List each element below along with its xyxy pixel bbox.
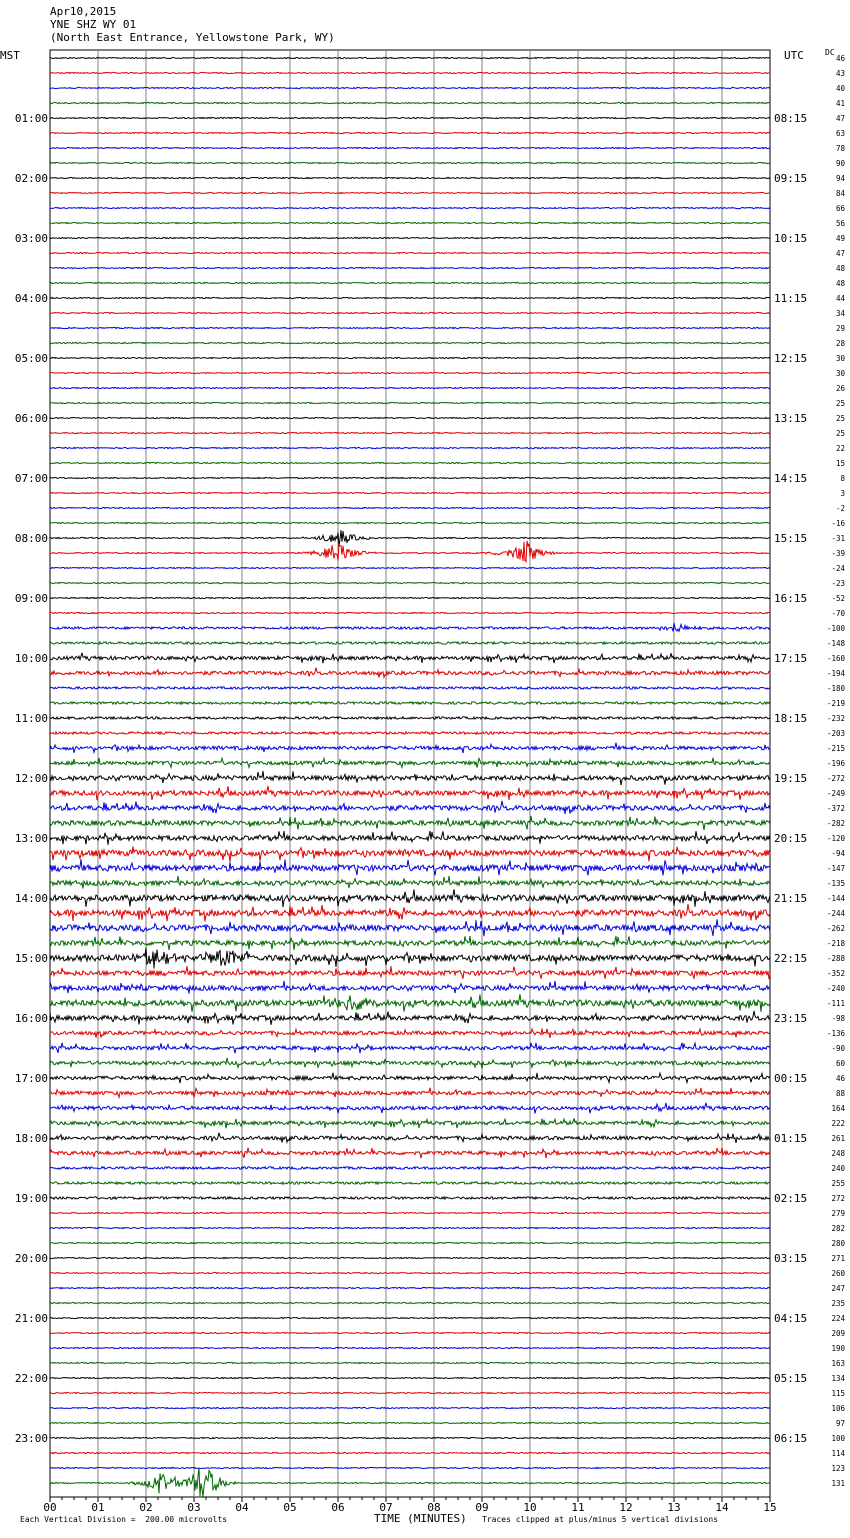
x-tick-label: 14 (715, 1501, 729, 1514)
utc-hour-label: 20:15 (774, 832, 808, 845)
mst-hour-label: 15:00 (14, 952, 48, 965)
dc-offset-label: -144 (826, 894, 845, 903)
dc-offset-label: 114 (831, 1449, 845, 1458)
mst-hour-label: 01:00 (14, 112, 48, 125)
x-tick-label: 03 (187, 1501, 201, 1514)
utc-hour-label: 15:15 (774, 532, 808, 545)
dc-offset-label: -94 (831, 849, 845, 858)
dc-offset-label: 209 (831, 1329, 845, 1338)
dc-offset-label: 25 (835, 414, 845, 423)
plot-frame (50, 50, 770, 1497)
x-tick-label: 04 (235, 1501, 249, 1514)
trace-line (50, 687, 770, 689)
mst-hour-label: 20:00 (14, 1252, 48, 1265)
station-location: (North East Entrance, Yellowstone Park, WY) (50, 31, 335, 44)
utc-hour-label: 09:15 (774, 172, 808, 185)
trace-line (50, 1302, 770, 1303)
mst-hour-label: 16:00 (14, 1012, 48, 1025)
trace-line (50, 1242, 770, 1243)
dc-offset-label: -23 (831, 579, 845, 588)
trace-line (50, 1437, 770, 1438)
x-tick-label: 15 (763, 1501, 777, 1514)
trace-line (50, 1148, 770, 1159)
mst-hour-label: 18:00 (14, 1132, 48, 1145)
trace-line (50, 522, 770, 523)
dc-offset-label: -70 (831, 609, 845, 618)
utc-hour-label: 10:15 (774, 232, 808, 245)
utc-hour-label: 18:15 (774, 712, 808, 725)
trace-line (50, 1011, 770, 1025)
dc-offset-label: 26 (835, 384, 845, 393)
dc-offset-label: 66 (835, 204, 845, 213)
trace-line (50, 192, 770, 193)
trace-line (50, 582, 770, 583)
x-axis-label: TIME (MINUTES) (374, 1512, 467, 1525)
utc-hour-label: 13:15 (774, 412, 808, 425)
utc-hour-label: 16:15 (774, 592, 808, 605)
trace-line (50, 402, 770, 403)
dc-offset-label: 25 (835, 429, 845, 438)
dc-offset-label: 163 (831, 1359, 845, 1368)
dc-offset-label: -249 (826, 789, 845, 798)
trace-line (50, 1362, 770, 1363)
trace-line (50, 387, 770, 388)
mst-hour-label: 21:00 (14, 1312, 48, 1325)
utc-hour-label: 00:15 (774, 1072, 808, 1085)
trace-line (50, 717, 770, 719)
trace-line (50, 612, 770, 613)
trace-line (50, 147, 770, 148)
dc-offset-label: 272 (831, 1194, 845, 1203)
dc-offset-label: -90 (831, 1044, 845, 1053)
dc-offset-label: 25 (835, 399, 845, 408)
trace-line (50, 417, 770, 418)
dc-offset-label: 78 (835, 144, 845, 153)
utc-hour-label: 05:15 (774, 1372, 808, 1385)
x-tick-label: 08 (427, 1501, 441, 1514)
trace-line (50, 732, 770, 734)
vertical-division-note: Each Vertical Division = 200.00 microvolts (20, 1515, 228, 1524)
trace-line (50, 831, 770, 845)
dc-offset-label: 48 (835, 264, 845, 273)
trace-line (50, 541, 770, 562)
trace-line (50, 1028, 770, 1038)
utc-hour-label: 14:15 (774, 472, 808, 485)
trace-line (50, 876, 770, 889)
utc-hour-label: 11:15 (774, 292, 808, 305)
mst-hour-label: 08:00 (14, 532, 48, 545)
trace-line (50, 1467, 770, 1468)
dc-offset-label: 28 (835, 339, 845, 348)
trace-line (50, 177, 770, 178)
utc-hour-label: 22:15 (774, 952, 808, 965)
utc-hour-label: 17:15 (774, 652, 808, 665)
dc-offset-label: 29 (835, 324, 845, 333)
trace-line (50, 207, 770, 208)
trace-line (50, 1347, 770, 1348)
trace-line (50, 1197, 770, 1199)
mst-hour-label: 12:00 (14, 772, 48, 785)
trace-line (50, 702, 770, 704)
mst-hour-label: 02:00 (14, 172, 48, 185)
trace-line (50, 1407, 770, 1408)
dc-offset-label: -147 (826, 864, 845, 873)
trace-line (50, 1118, 770, 1128)
mst-hour-label: 22:00 (14, 1372, 48, 1385)
dc-offset-label: 88 (835, 1089, 845, 1098)
dc-offset-label: -215 (826, 744, 845, 753)
trace-line (50, 1377, 770, 1378)
mst-hour-label: 23:00 (14, 1432, 48, 1445)
trace-line (50, 966, 770, 979)
dc-offset-label: -288 (826, 954, 845, 963)
dc-offset-label: 49 (835, 234, 845, 243)
dc-offset-label: -98 (831, 1014, 845, 1023)
mst-hour-label: 13:00 (14, 832, 48, 845)
dc-offset-label: 8 (840, 474, 845, 483)
dc-offset-label: 280 (831, 1239, 845, 1248)
dc-offset-label: -282 (826, 819, 845, 828)
trace-line (50, 653, 770, 664)
trace-line (50, 492, 770, 493)
x-tick-label: 12 (619, 1501, 633, 1514)
x-tick-label: 06 (331, 1501, 345, 1514)
trace-line (50, 342, 770, 343)
trace-line (50, 1227, 770, 1228)
trace-line (50, 936, 770, 950)
mst-hour-label: 05:00 (14, 352, 48, 365)
dc-offset-label: -120 (826, 834, 845, 843)
trace-line (50, 530, 770, 547)
trace-line (50, 816, 770, 830)
utc-hour-label: 08:15 (774, 112, 808, 125)
trace-line (50, 1073, 770, 1083)
trace-line (50, 947, 770, 968)
dc-offset-label: 30 (835, 354, 845, 363)
dc-offset-label: 56 (835, 219, 845, 228)
trace-line (50, 1452, 770, 1453)
dc-offset-label: 123 (831, 1464, 845, 1473)
dc-offset-label: 97 (835, 1419, 845, 1428)
x-tick-label: 02 (139, 1501, 153, 1514)
dc-offset-label: 60 (835, 1059, 845, 1068)
trace-line (50, 372, 770, 373)
trace-line (50, 1103, 770, 1114)
dc-offset-label: 240 (831, 1164, 845, 1173)
trace-line (50, 859, 770, 875)
dc-offset-label: -160 (826, 654, 845, 663)
dc-offset-label: 44 (835, 294, 845, 303)
dc-offset-label: 255 (831, 1179, 845, 1188)
mst-hour-label: 06:00 (14, 412, 48, 425)
dc-offset-label: 248 (831, 1149, 845, 1158)
dc-offset-label: -100 (826, 624, 845, 633)
trace-line (50, 743, 770, 753)
trace-line (50, 312, 770, 313)
trace-line (50, 1272, 770, 1273)
dc-offset-label: -52 (831, 594, 845, 603)
dc-offset-label: 43 (835, 69, 845, 78)
dc-offset-label: 46 (835, 1074, 845, 1083)
dc-offset-label: 134 (831, 1374, 845, 1383)
trace-line (50, 462, 770, 463)
dc-offset-label: 30 (835, 369, 845, 378)
trace-line (50, 1392, 770, 1393)
utc-hour-label: 06:15 (774, 1432, 808, 1445)
trace-line (50, 1317, 770, 1318)
dc-offset-label: -372 (826, 804, 845, 813)
dc-offset-label: 279 (831, 1209, 845, 1218)
dc-offset-label: 40 (835, 84, 845, 93)
dc-offset-label: -219 (826, 699, 845, 708)
utc-hour-label: 23:15 (774, 1012, 808, 1025)
trace-line (50, 267, 770, 268)
dc-offset-label: -24 (831, 564, 845, 573)
dc-offset-label: -136 (826, 1029, 845, 1038)
dc-offset-label: -232 (826, 714, 845, 723)
trace-line (50, 786, 770, 800)
trace-line (50, 994, 770, 1012)
dc-offset-label: 90 (835, 159, 845, 168)
trace-line (50, 1332, 770, 1333)
station-name: YNE SHZ WY 01 (50, 18, 137, 31)
dc-offset-label: -244 (826, 909, 845, 918)
trace-line (50, 1468, 770, 1497)
trace-line (50, 1182, 770, 1184)
trace-line (50, 642, 770, 644)
trace-line (50, 567, 770, 568)
mst-timezone-label: MST (0, 49, 20, 62)
trace-line (50, 102, 770, 103)
trace-line (50, 57, 770, 58)
dc-offset-label: 164 (831, 1104, 845, 1113)
trace-line (50, 507, 770, 508)
x-tick-label: 07 (379, 1501, 393, 1514)
trace-line (50, 117, 770, 118)
mst-hour-label: 17:00 (14, 1072, 48, 1085)
dc-offset-label: -180 (826, 684, 845, 693)
dc-offset-label: 260 (831, 1269, 845, 1278)
trace-line (50, 327, 770, 328)
dc-offset-label: 261 (831, 1134, 845, 1143)
dc-offset-label: -218 (826, 939, 845, 948)
dc-offset-label: 15 (835, 459, 845, 468)
trace-line (50, 1287, 770, 1288)
utc-hour-label: 19:15 (774, 772, 808, 785)
x-tick-label: 09 (475, 1501, 489, 1514)
dc-offset-label: -194 (826, 669, 845, 678)
trace-line (50, 447, 770, 448)
trace-line (50, 1167, 770, 1169)
utc-hour-label: 12:15 (774, 352, 808, 365)
dc-offset-label: 46 (835, 54, 845, 63)
trace-line (50, 162, 770, 163)
dc-offset-label: -148 (826, 639, 845, 648)
x-tick-label: 01 (91, 1501, 105, 1514)
utc-hour-label: 04:15 (774, 1312, 808, 1325)
trace-line (50, 1088, 770, 1098)
utc-hour-label: 03:15 (774, 1252, 808, 1265)
trace-line (50, 801, 770, 814)
dc-offset-label: -39 (831, 549, 845, 558)
trace-line (50, 132, 770, 133)
trace-line (50, 904, 770, 921)
dc-offset-label: 47 (835, 114, 845, 123)
dc-offset-label: -31 (831, 534, 845, 543)
mst-hour-label: 03:00 (14, 232, 48, 245)
dc-offset-label: -262 (826, 924, 845, 933)
x-tick-label: 00 (43, 1501, 57, 1514)
dc-offset-label: 84 (835, 189, 845, 198)
mst-hour-label: 14:00 (14, 892, 48, 905)
mst-hour-label: 07:00 (14, 472, 48, 485)
dc-offset-label: 224 (831, 1314, 845, 1323)
dc-offset-label: -2 (835, 504, 845, 513)
utc-hour-label: 02:15 (774, 1192, 808, 1205)
clipping-note: Traces clipped at plus/minus 5 vertical divisions (482, 1515, 719, 1524)
dc-offset-label: -111 (826, 999, 845, 1008)
dc-offset-label: 271 (831, 1254, 845, 1263)
trace-line (50, 1422, 770, 1423)
dc-offset-label: -240 (826, 984, 845, 993)
trace-line (50, 889, 770, 907)
trace-line (50, 668, 770, 678)
x-tick-label: 10 (523, 1501, 537, 1514)
trace-line (50, 758, 770, 768)
trace-line (50, 919, 770, 936)
dc-offset-label: 34 (835, 309, 845, 318)
dc-offset-label: 106 (831, 1404, 845, 1413)
x-tick-label: 13 (667, 1501, 681, 1514)
trace-line (50, 357, 770, 358)
trace-line (50, 222, 770, 223)
mst-hour-label: 19:00 (14, 1192, 48, 1205)
trace-line (50, 597, 770, 598)
dc-offset-label: -135 (826, 879, 845, 888)
trace-line (50, 1133, 770, 1143)
x-tick-label: 05 (283, 1501, 297, 1514)
dc-offset-label: 22 (835, 444, 845, 453)
dc-offset-label: -203 (826, 729, 845, 738)
trace-line (50, 297, 770, 298)
trace-line (50, 771, 770, 785)
dc-offset-label: 41 (835, 99, 845, 108)
mst-hour-label: 04:00 (14, 292, 48, 305)
dc-offset-label: -16 (831, 519, 845, 528)
trace-line (50, 1043, 770, 1054)
utc-hour-label: 01:15 (774, 1132, 808, 1145)
trace-line (50, 432, 770, 433)
trace-line (50, 1212, 770, 1213)
dc-offset-label: 48 (835, 279, 845, 288)
dc-offset-label: 190 (831, 1344, 845, 1353)
dc-offset-label: 247 (831, 1284, 845, 1293)
trace-line (50, 252, 770, 253)
trace-line (50, 72, 770, 73)
dc-offset-label: -272 (826, 774, 845, 783)
dc-offset-label: 115 (831, 1389, 845, 1398)
mst-hour-label: 10:00 (14, 652, 48, 665)
trace-line (50, 623, 770, 631)
trace-line (50, 87, 770, 88)
dc-offset-label: -196 (826, 759, 845, 768)
dc-offset-label: 131 (831, 1479, 845, 1488)
trace-line (50, 282, 770, 283)
mst-hour-label: 09:00 (14, 592, 48, 605)
dc-offset-label: 3 (840, 489, 845, 498)
trace-line (50, 1058, 770, 1069)
trace-line (50, 477, 770, 478)
dc-offset-label: 63 (835, 129, 845, 138)
utc-hour-label: 21:15 (774, 892, 808, 905)
trace-line (50, 981, 770, 994)
dc-offset-label: -352 (826, 969, 845, 978)
x-tick-label: 11 (571, 1501, 585, 1514)
mst-hour-label: 11:00 (14, 712, 48, 725)
dc-offset-label: 47 (835, 249, 845, 258)
trace-line (50, 1257, 770, 1258)
utc-timezone-label: UTC (784, 49, 804, 62)
dc-offset-label: 235 (831, 1299, 845, 1308)
dc-offset-label: 222 (831, 1119, 845, 1128)
trace-line (50, 846, 770, 862)
dc-offset-label: 94 (835, 174, 845, 183)
dc-offset-label: 282 (831, 1224, 845, 1233)
dc-offset-label: 100 (831, 1434, 845, 1443)
trace-line (50, 237, 770, 238)
plot-date: Apr10,2015 (50, 5, 117, 18)
dc-column-label: DC (825, 48, 835, 57)
